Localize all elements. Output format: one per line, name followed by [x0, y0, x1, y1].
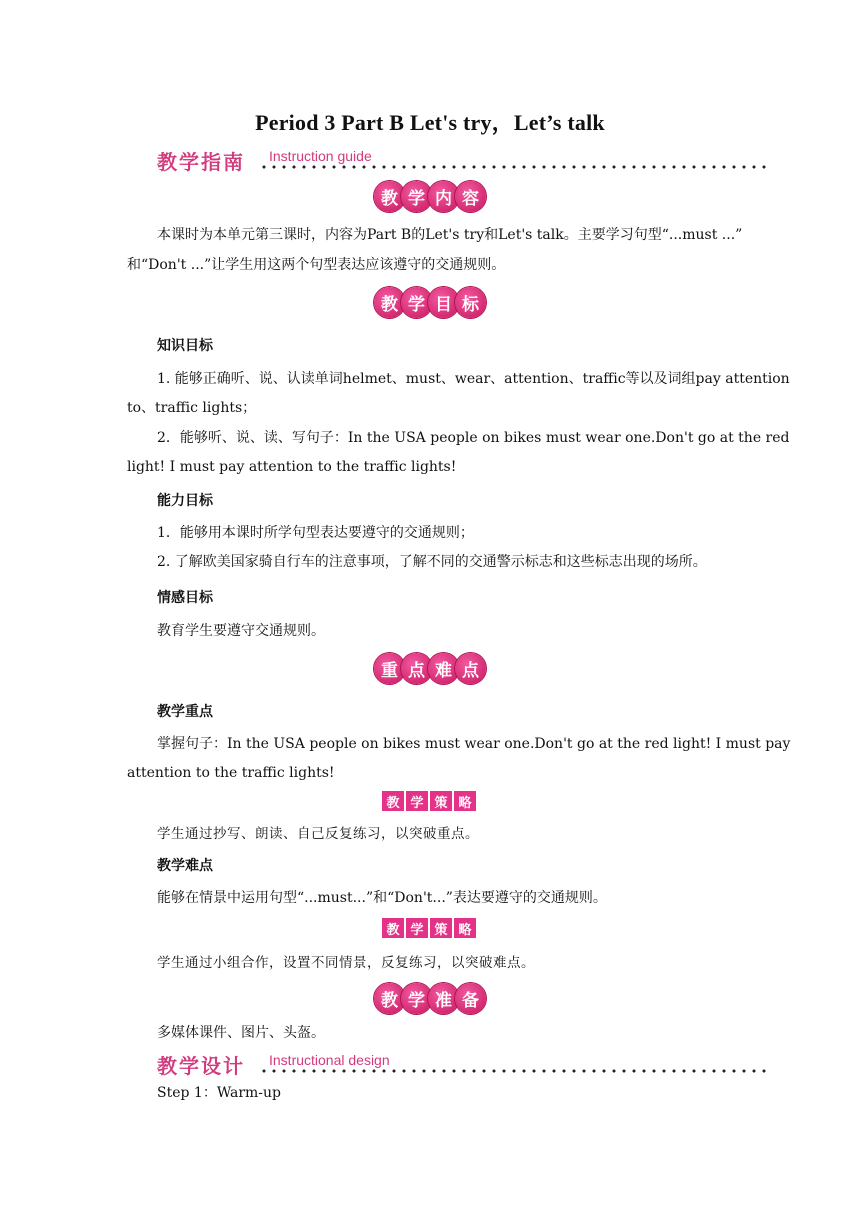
dotted-divider: [259, 1068, 767, 1074]
badge-teaching-content: [0, 181, 860, 212]
badge-char: 难: [428, 653, 459, 684]
badge-char: 点: [455, 653, 486, 684]
badge-char: 教: [374, 181, 405, 212]
knowledge-line2: 2．能够听、说、读、写句子：In the USA people on bikes must wear one.Don't go at the red: [157, 430, 790, 446]
dotted-divider: [259, 164, 767, 170]
badge-char: 备: [455, 983, 486, 1014]
section-title-cn: 教学指南: [157, 150, 245, 174]
knowledge-line1b: to、traffic lights；: [127, 400, 257, 416]
badge-key-difficult: [0, 653, 860, 684]
tag-char: 教: [382, 791, 404, 811]
difficult-point-strategy: 学生通过小组合作，设置不同情景，反复练习，以突破难点。: [157, 955, 535, 971]
tag-char: 学: [406, 791, 428, 811]
badge-char: 目: [428, 287, 459, 318]
prep-text: 多媒体课件、图片、头盔。: [157, 1025, 325, 1041]
badge-char: 学: [401, 983, 432, 1014]
badge-char: 准: [428, 983, 459, 1014]
section-title-en: Instruction guide: [269, 148, 372, 164]
section-header-guide: [157, 146, 767, 178]
heading-key-point: 教学重点: [157, 704, 213, 720]
content-paragraph-line2: 和“Don't ...”让学生用这两个句型表达应该遵守的交通规则。: [127, 257, 506, 273]
key-point-line1: 掌握句子：In the USA people on bikes must wear one.Don't go at the red light! I must pay: [157, 736, 791, 752]
badge-char: 教: [374, 287, 405, 318]
key-point-line1b: attention to the traffic lights!: [127, 765, 335, 781]
ability-line2: 2. 了解欧美国家骑自行车的注意事项，了解不同的交通警示标志和这些标志出现的场所。: [157, 554, 707, 570]
badge-char: 教: [374, 983, 405, 1014]
tag-char: 略: [454, 918, 476, 938]
tag-char: 教: [382, 918, 404, 938]
badge-char: 容: [455, 181, 486, 212]
tag-strategy-2: [0, 918, 860, 938]
content-paragraph-line1: 本课时为本单元第三课时，内容为Part B的Let's try和Let's talk。主要学习句型“...must ...”: [157, 227, 743, 243]
knowledge-line1: 1. 能够正确听、说、认读单词helmet、must、wear、attention、traffic等以及词组pay attention: [157, 371, 790, 387]
section-title-cn: 教学设计: [157, 1054, 245, 1078]
tag-char: 略: [454, 791, 476, 811]
section-title-en: Instructional design: [269, 1052, 390, 1068]
tag-strategy-1: [0, 791, 860, 811]
knowledge-line2b: light! I must pay attention to the traffic lights!: [127, 459, 457, 475]
badge-teaching-goals: [0, 287, 860, 318]
heading-difficult-point: 教学难点: [157, 858, 213, 874]
section-header-design: [157, 1050, 767, 1082]
badge-char: 标: [455, 287, 486, 318]
tag-char: 策: [430, 791, 452, 811]
heading-emotion: 情感目标: [157, 590, 213, 606]
heading-knowledge: 知识目标: [157, 338, 213, 354]
key-point-strategy: 学生通过抄写、朗读、自己反复练习，以突破重点。: [157, 826, 479, 842]
step-1-label: Step 1：Warm-up: [157, 1085, 282, 1101]
page-title: Period 3 Part B Let's try，Let’s talk: [255, 110, 605, 135]
badge-char: 学: [401, 181, 432, 212]
badge-teaching-prep: [0, 983, 860, 1014]
badge-char: 重: [374, 653, 405, 684]
heading-ability: 能力目标: [157, 493, 213, 509]
badge-char: 点: [401, 653, 432, 684]
difficult-point-line1: 能够在情景中运用句型“...must...”和“Don't...”表达要遵守的交通规则。: [157, 890, 607, 906]
tag-char: 学: [406, 918, 428, 938]
badge-char: 内: [428, 181, 459, 212]
ability-line1: 1．能够用本课时所学句型表达要遵守的交通规则；: [157, 525, 474, 541]
tag-char: 策: [430, 918, 452, 938]
emotion-line1: 教育学生要遵守交通规则。: [157, 623, 325, 639]
badge-char: 学: [401, 287, 432, 318]
